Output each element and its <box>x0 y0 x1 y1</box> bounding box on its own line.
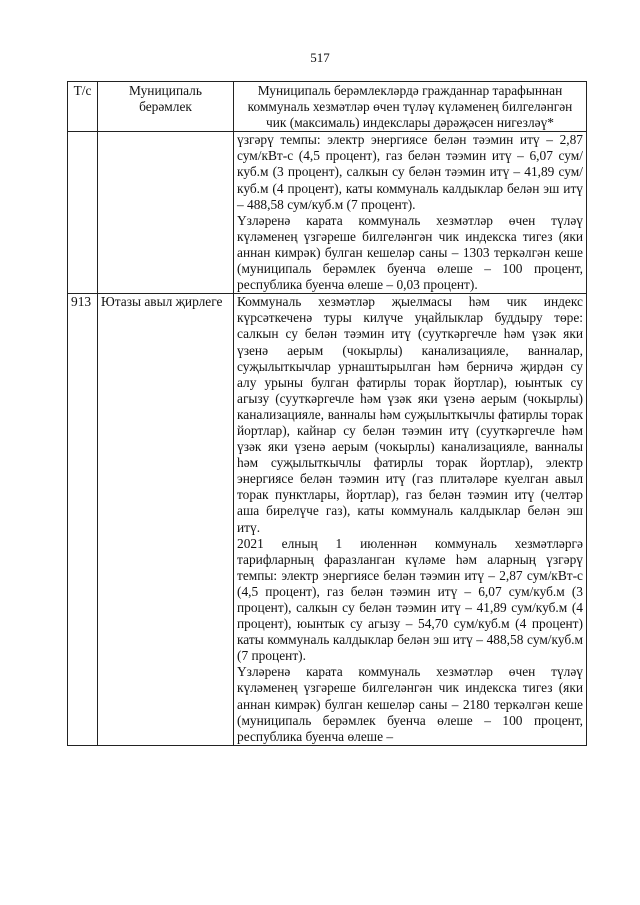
row-number: 913 <box>68 294 98 746</box>
page-number: 517 <box>310 50 330 65</box>
row-number <box>68 132 98 294</box>
table-header-row <box>68 82 587 132</box>
header-municipality: Муниципаль берәмлек <box>98 82 234 132</box>
row-municipality: Ютазы авыл җирлеге <box>98 294 234 746</box>
row-content <box>234 294 587 746</box>
row-municipality <box>98 132 234 294</box>
paragraph: Үзләренә карата коммуналь хезмәтләр өчен түләү күләменең үзгәреше билгеләнгән чик индекска тигез (яки аннан кимрәк) булган кешеләр саны – 1303 теркәлгән кеше (муниципаль берәмлек буенча өлеше – 100 процент, республика буенча өлеше – 0,03 процент). <box>237 212 583 293</box>
table-row-continued <box>68 132 587 294</box>
tariff-table <box>67 81 587 746</box>
table-row-yutazy <box>68 294 587 746</box>
header-number: Т/с <box>68 82 98 132</box>
paragraph: Үзләренә карата коммуналь хезмәтләр өчен түләү күләменең үзгәреше билгеләнгән чик индекска тигез (яки аннан кимрәк) булган кешеләр саны – 2180 теркәлгән кеше (муниципаль берәмлек буенча өлеше – 100 процент, республика буенча өлеше – <box>237 664 583 744</box>
row-content <box>234 132 587 294</box>
header-justification: Муниципаль берәмлекләрдә гражданнар тарафыннан коммуналь хезмәтләр өчен түләү күләменең билгеләнгән чик (максималь) индекслары дәрәҗәсен нигезләү* <box>234 82 587 132</box>
paragraph: Коммуналь хезмәтләр җыелмасы һәм чик индекс күрсәткеченә туры килүче уңайлыклар буддыру төре: салкын су белән тәэмин итү (сууткәргечле һәм үзәк яки үзенә аерым (чокырлы) канализацияле, ванналар, суҗылыткычлар урнаштырылган һәм берничә җирдән су алу урыны булган фатирлы торак йортлар), юынтык су агызу (сууткәргечле һәм үзәк яки үзенә аерым (чокырлы) канализацияле, ванналы һәм суҗылыткычлы фатирлы торак йортлар), кайнар су белән тәэмин итү (сууткәргечле һәм үзәк яки үзенә аерым (чокырлы) канализацияле, ванналы һәм суҗылыткычлы фатирлы торак йортлар), электр энергиясе белән тәэмин итү (газ плитәләре куелган авыл торак пунктлары, йортлар), газ белән тәэмин итү (челтәр аша бирелүче газ), каты коммуналь калдыклар белән эш итү. <box>237 294 583 535</box>
paragraph: үзгәрү темпы: электр энергиясе белән тәэмин итү – 2,87 сум/кВт-с (4,5 процент), газ белән тәэмин итү – 6,07 сум/куб.м (3 процент), салкын су белән тәэмин итү – 41,89 сум/куб.м (4 процент), каты коммуналь калдыклар белән эш итү – 488,58 сум/куб.м (7 процент). <box>237 132 583 212</box>
paragraph: 2021 елның 1 июленнән коммуналь хезмәтләргә тарифларның фаразланган күләме һәм аларның үзгәрү темпы: электр энергиясе белән тәэмин итү – 2,87 сум/кВт-с (4,5 процент), газ белән тәэмин итү – 6,07 сум/куб.м (3 процент), салкын су белән тәэмин итү – 41,89 сум/куб.м (4 процент), юынтык су агызу – 54,70 сум/куб.м (4 процент) каты коммуналь калдыклар белән эш итү – 488,58 сум/куб.м (7 процент). <box>237 535 583 664</box>
